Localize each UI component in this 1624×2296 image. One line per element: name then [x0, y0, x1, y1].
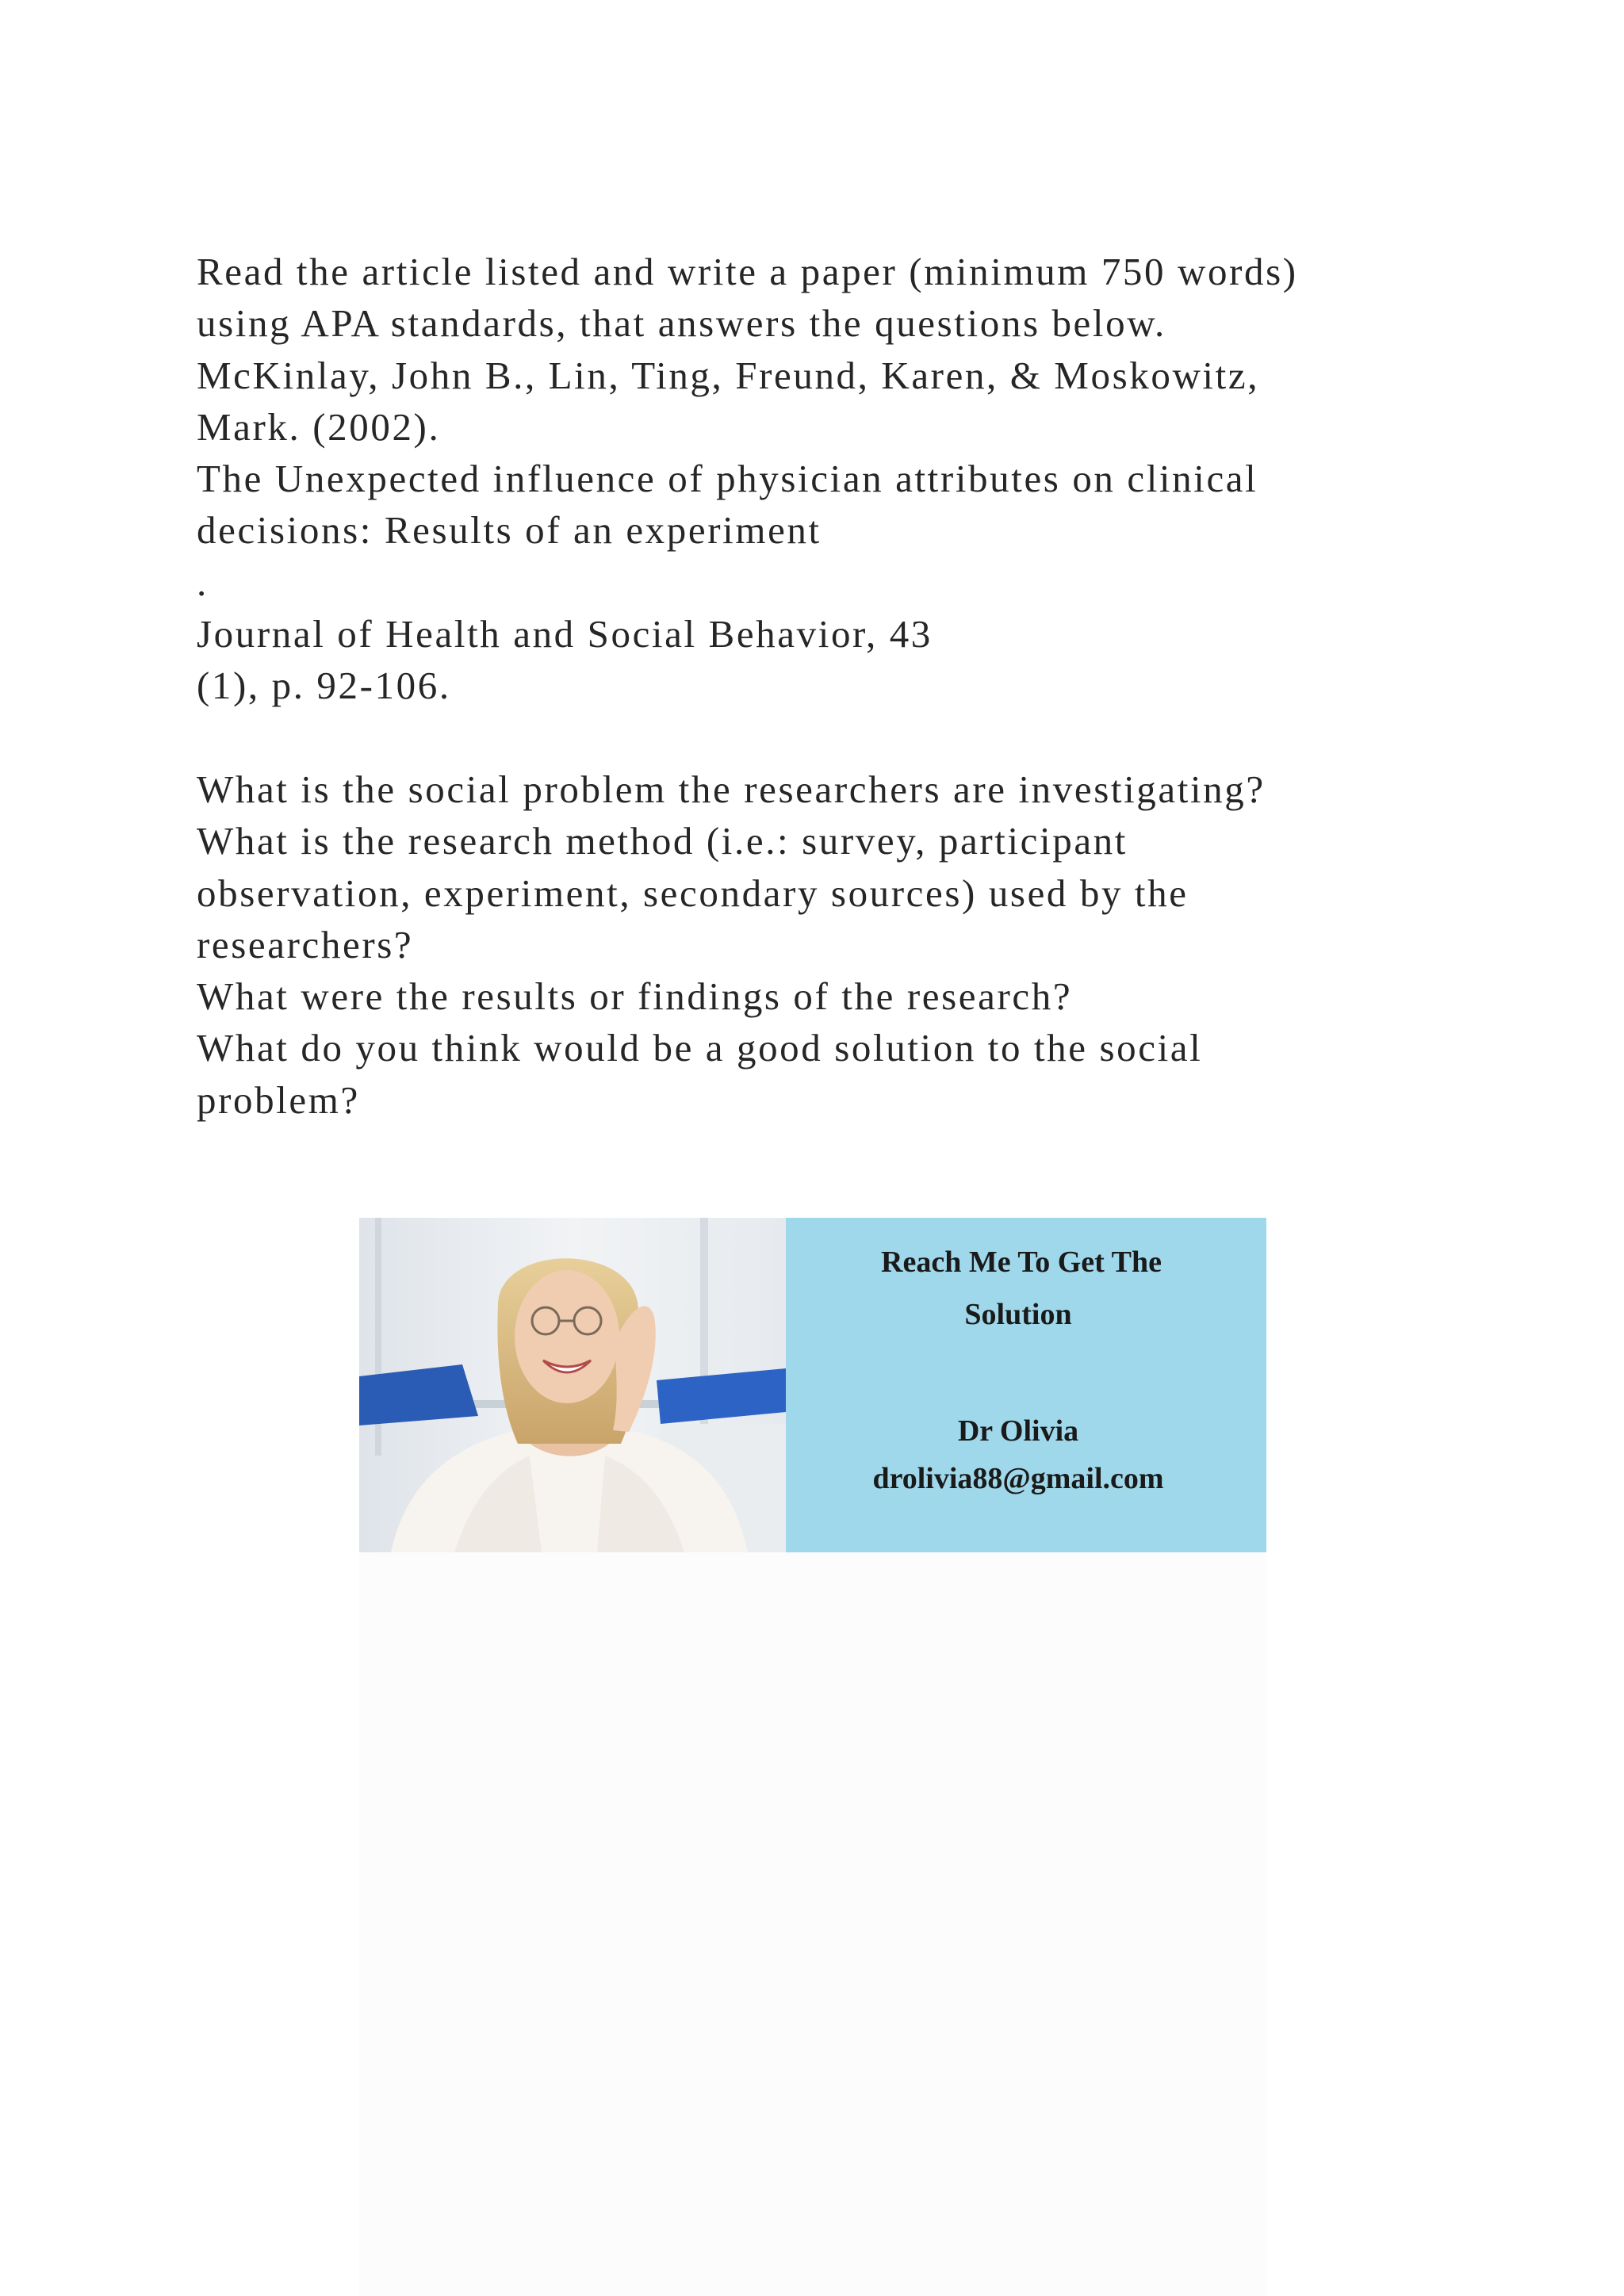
contact-email: drolivia88@gmail.com [872, 1462, 1164, 1495]
question-line: researchers? [197, 922, 414, 966]
question-line: observation, experiment, secondary sources) used by the [197, 871, 1189, 915]
question-line: problem? [197, 1077, 360, 1122]
citation-period: . [197, 560, 209, 604]
citation-journal-line: Journal of Health and Social Behavior, 43 [197, 612, 933, 656]
contact-name: Dr Olivia [957, 1414, 1079, 1448]
citation-line: McKinlay, John B., Lin, Ting, Freund, Karen, & Moskowitz, [197, 353, 1260, 397]
question-line: What were the results or findings of the research? [197, 974, 1073, 1019]
contact-banner [359, 1218, 1266, 1552]
question-line: What do you think would be a good solution to the social [197, 1026, 1203, 1070]
banner-heading-2: Solution [964, 1298, 1072, 1331]
text-line: Read the article listed and write a paper (minimum 750 words) [197, 250, 1298, 293]
citation-line: Mark. (2002). [197, 404, 441, 449]
question-line: What is the social problem the researchers are investigating? [197, 767, 1266, 811]
assignment-text [197, 246, 1434, 1126]
question-line: What is the research method (i.e.: survey, participant [197, 819, 1128, 863]
citation-pages-line: (1), p. 92-106. [197, 664, 451, 708]
blank-line [197, 712, 1434, 763]
text-line: using APA standards, that answers the questions below. [197, 301, 1166, 346]
woman-photo [359, 1218, 786, 1552]
citation-title-line: decisions: Results of an experiment [197, 508, 822, 553]
contact-panel [786, 1218, 1266, 1552]
blank-area [359, 1552, 1266, 2296]
citation-title-line: The Unexpected influence of physician attributes on clinical [197, 457, 1258, 501]
banner-heading: Reach Me To Get The [881, 1246, 1162, 1279]
